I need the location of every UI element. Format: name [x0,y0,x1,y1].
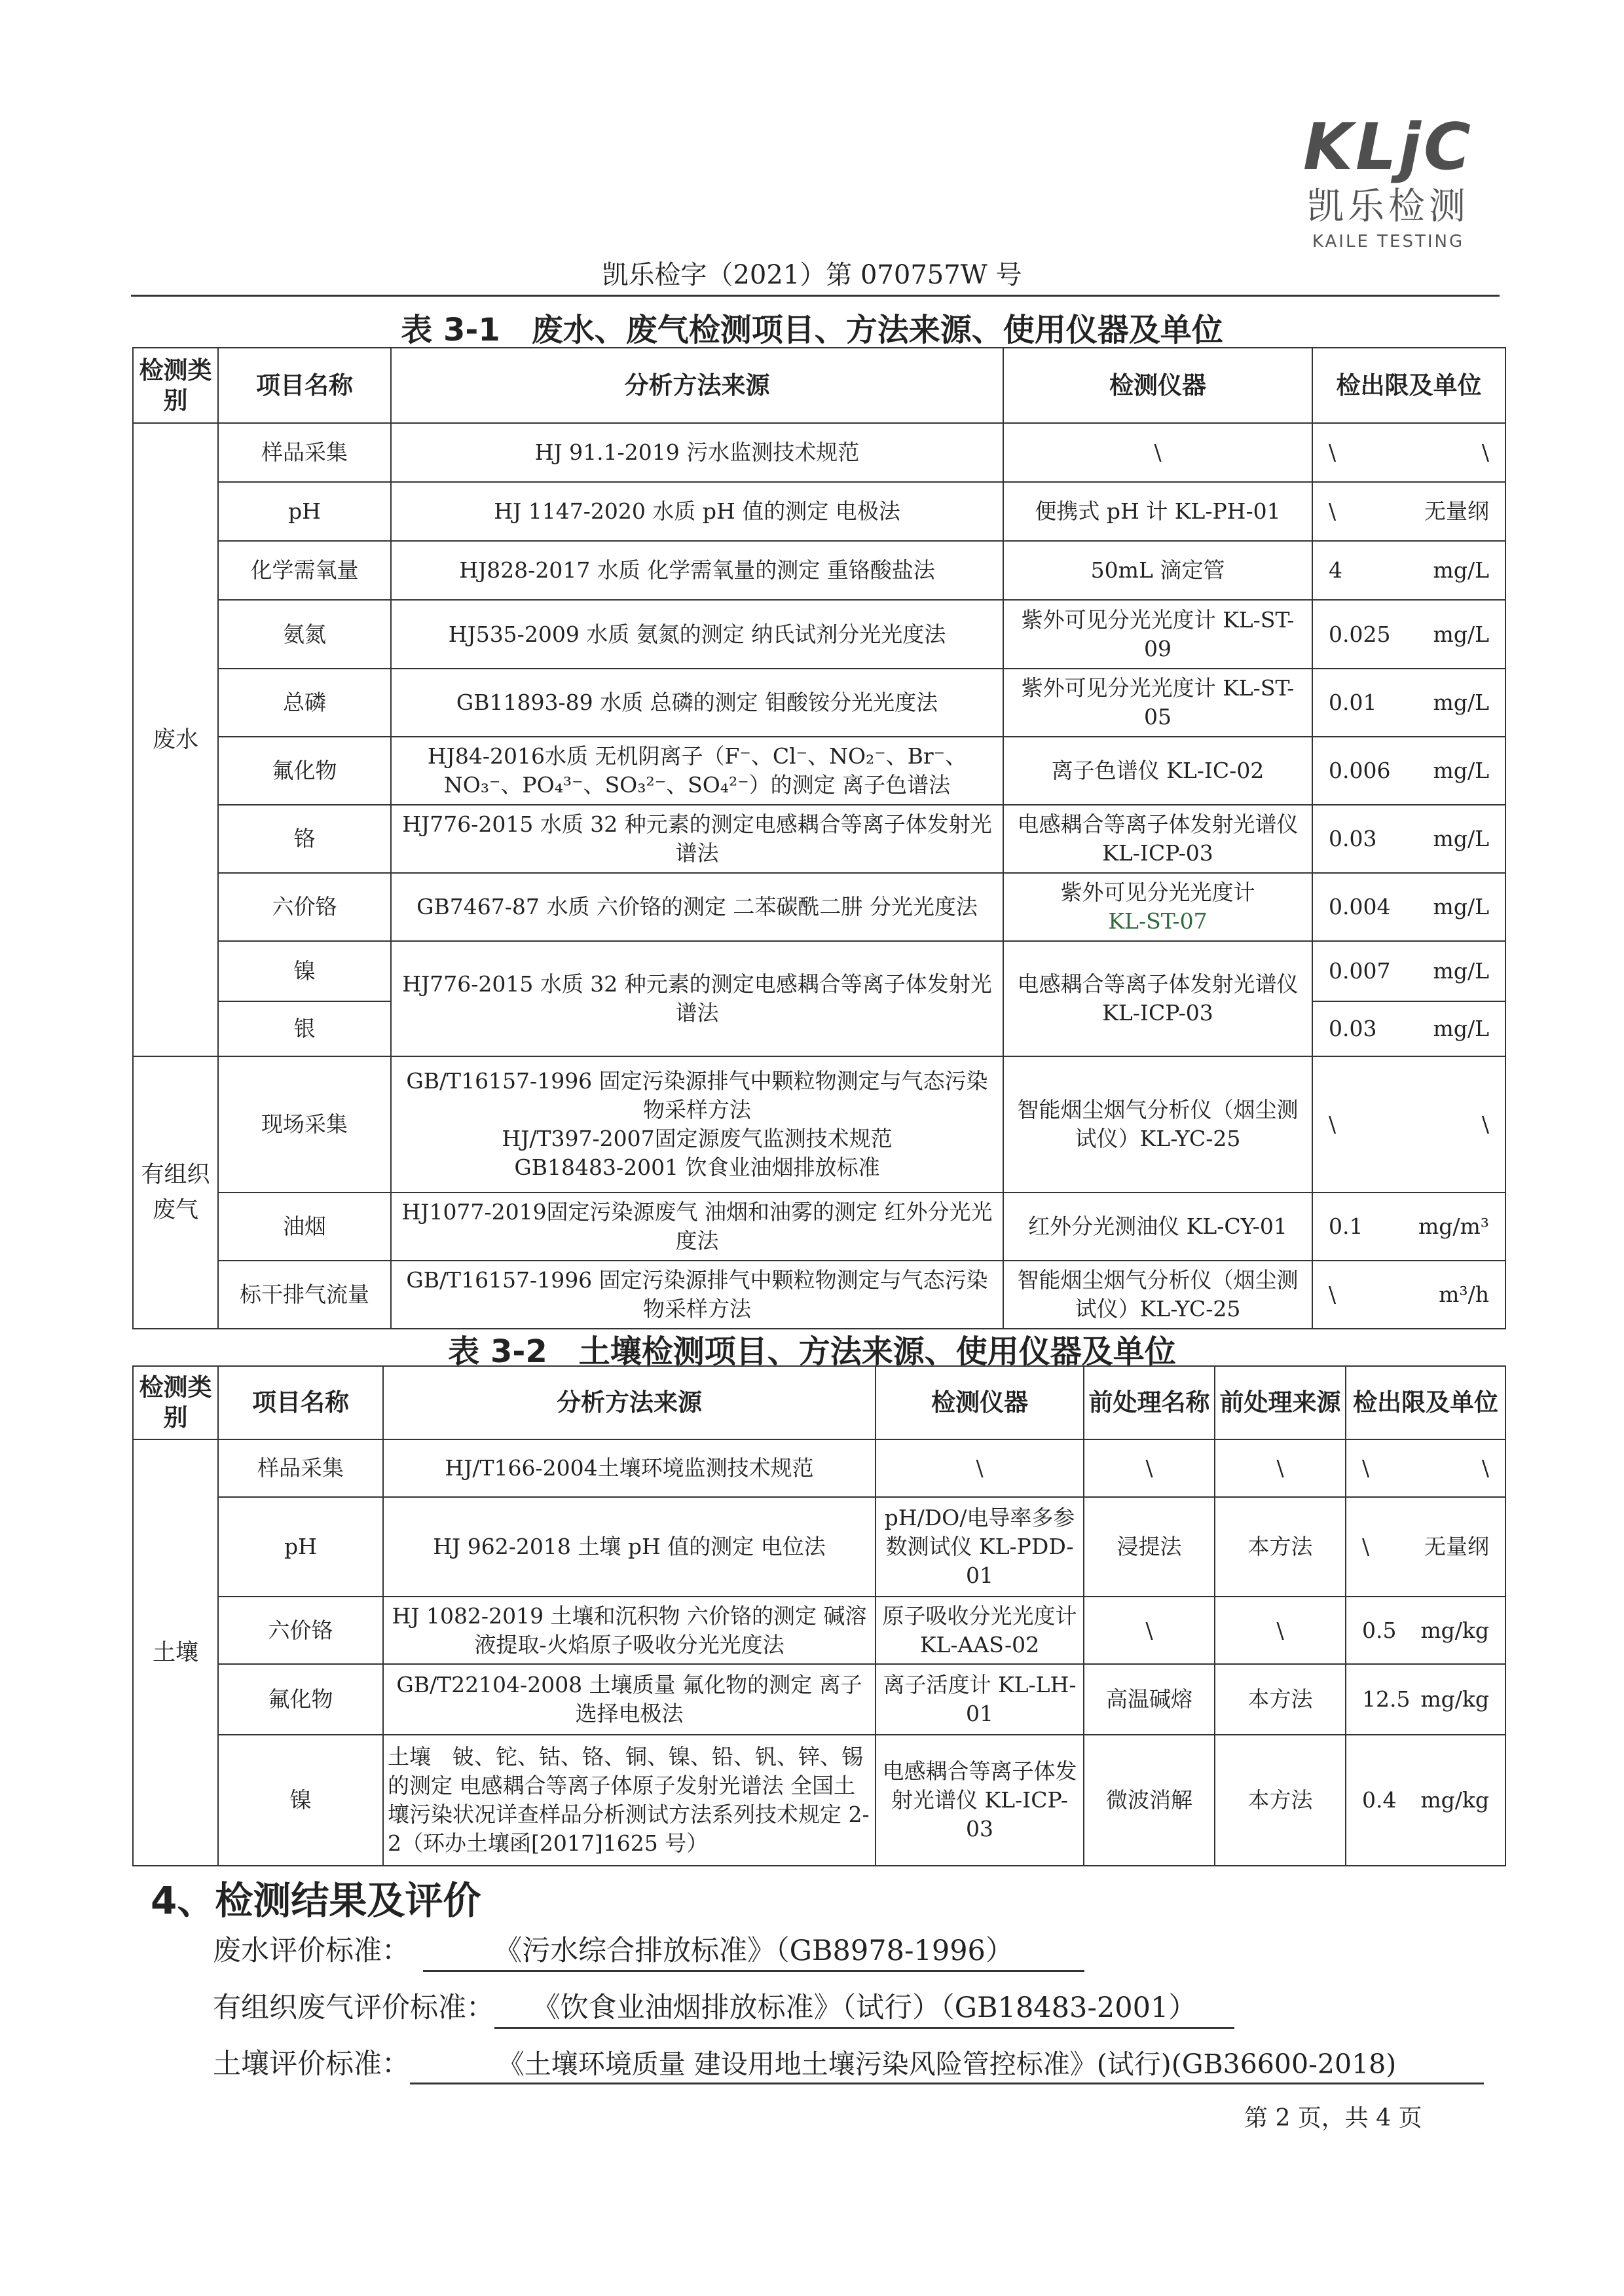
t2-method: HJ 1082-2019 土壤和沉积物 六价铬的测定 碱溶液提取-火焰原子吸收分光光度法 [383,1597,876,1664]
t1-instrument: 紫外可见分光光度计 KL-ST-09 [1003,600,1312,669]
t1-header-limit: 检出限及单位 [1312,348,1505,423]
eval-value: 《饮食业油烟排放标准》（试行）（GB18483-2001） [494,1986,1234,2029]
t1-instrument: 智能烟尘烟气分析仪（烟尘测试仪）KL-YC-25 [1003,1261,1312,1329]
t2-limit: \ \ [1346,1439,1505,1497]
t1-limit: 4 mg/L [1312,541,1505,600]
eval-label: 土壤评价标准： [213,2048,410,2081]
t2-header-limit: 检出限及单位 [1346,1366,1505,1439]
t2-instrument: pH/DO/电导率多参数测试仪 KL-PDD-01 [876,1497,1084,1597]
t2-pre-source: 本方法 [1215,1664,1346,1735]
t1-limit: 0.03 mg/L [1312,1001,1505,1056]
t2-instrument: 离子活度计 KL-LH-01 [876,1664,1084,1735]
eval-wastewater [213,1929,1084,1972]
t1-method: HJ776-2015 水质 32 种元素的测定电感耦合等离子体发射光谱法 [391,805,1003,873]
t1-limit: \ \ [1312,423,1505,482]
t2-header-method: 分析方法来源 [383,1366,876,1439]
t1-instrument: 红外分光测油仪 KL-CY-01 [1003,1193,1312,1261]
eval-soil [213,2042,1484,2084]
t1-limit: 0.025 mg/L [1312,600,1505,669]
table2-title: 表 3-2 土壤检测项目、方法来源、使用仪器及单位 [448,1333,1176,1370]
t2-item: 氟化物 [218,1664,383,1735]
eval-label: 有组织废气评价标准： [213,1991,494,2024]
t1-category-gas: 有组织废气 [133,1056,218,1329]
t1-method: HJ828-2017 水质 化学需氧量的测定 重铬酸盐法 [391,541,1003,600]
t1-item: 氟化物 [218,737,391,805]
logo-name-en: KAILE TESTING [1312,232,1465,251]
t1-category-water: 废水 [133,423,218,1056]
company-logo [1283,111,1493,253]
t2-pre-source: \ [1215,1597,1346,1664]
t2-pre-name: \ [1084,1597,1215,1664]
t1-item: 铬 [218,805,391,873]
table-row [133,1193,1505,1261]
t2-method: HJ/T166-2004土壤环境监测技术规范 [383,1439,876,1497]
t1-instrument: 智能烟尘烟气分析仪（烟尘测试仪）KL-YC-25 [1003,1056,1312,1193]
t1-item: 油烟 [218,1193,391,1261]
table-row [133,600,1505,669]
t1-limit: \ \ [1312,1056,1505,1193]
table-row [133,541,1505,600]
eval-value: 《土壤环境质量 建设用地土壤污染风险管控标准》(试行)(GB36600-2018) [410,2043,1484,2084]
table-row [133,737,1505,805]
t1-method: HJ 91.1-2019 污水监测技术规范 [391,423,1003,482]
header-divider [131,295,1500,297]
table-row [133,941,1505,1001]
t2-instrument: 原子吸收分光光度计 KL-AAS-02 [876,1597,1084,1664]
table-row [133,873,1505,941]
logo-mark: KLjC [1303,110,1473,185]
t1-method: GB/T16157-1996 固定污染源排气中颗粒物测定与气态污染物采样方法 [391,1261,1003,1329]
t1-limit: 0.006 mg/L [1312,737,1505,805]
t1-method: HJ776-2015 水质 32 种元素的测定电感耦合等离子体发射光谱法 [391,941,1003,1056]
t1-instrument: 电感耦合等离子体发射光谱仪 KL-ICP-03 [1003,941,1312,1056]
t1-limit: 0.007 mg/L [1312,941,1505,1001]
t2-pre-source: 本方法 [1215,1497,1346,1597]
t2-item: 样品采集 [218,1439,383,1497]
t2-item: 六价铬 [218,1597,383,1664]
t1-limit: 0.03 mg/L [1312,805,1505,873]
table-row [133,805,1505,873]
t2-pre-name: 高温碱熔 [1084,1664,1215,1735]
t1-method: HJ1077-2019固定污染源废气 油烟和油雾的测定 红外分光光度法 [391,1193,1003,1261]
t2-header-pre-name: 前处理名称 [1084,1366,1215,1439]
t1-limit: \ m³/h [1312,1261,1505,1329]
t2-header-instrument: 检测仪器 [876,1366,1084,1439]
t1-item: 银 [218,1001,391,1056]
t2-limit: 0.5 mg/kg [1346,1597,1505,1664]
t2-instrument: \ [876,1439,1084,1497]
table-row [133,1597,1505,1664]
t1-item: 总磷 [218,669,391,737]
logo-name-cn: 凯乐检测 [1307,185,1469,228]
t1-item: 现场采集 [218,1056,391,1193]
t2-pre-name: \ [1084,1439,1215,1497]
t1-limit: 0.004 mg/L [1312,873,1505,941]
t1-item: 氨氮 [218,600,391,669]
t2-pre-name: 浸提法 [1084,1497,1215,1597]
t1-item: 标干排气流量 [218,1261,391,1329]
t1-header-item: 项目名称 [218,348,391,423]
t2-instrument: 电感耦合等离子体发射光谱仪 KL-ICP-03 [876,1735,1084,1866]
t2-limit: \ 无量纲 [1346,1497,1505,1597]
t1-item: 镍 [218,941,391,1001]
t1-instrument: 便携式 pH 计 KL-PH-01 [1003,482,1312,541]
table-row [133,1735,1505,1866]
page-number: 第 2 页，共 4 页 [1244,2105,1422,2132]
t1-instrument: 50mL 滴定管 [1003,541,1312,600]
table-row [133,1664,1505,1735]
t1-header-instrument: 检测仪器 [1003,348,1312,423]
t1-instrument: \ [1003,423,1312,482]
t1-instrument: 紫外可见分光光度计 KL-ST-05 [1003,669,1312,737]
t2-item: 镍 [218,1735,383,1866]
t2-header-item: 项目名称 [218,1366,383,1439]
table-row [133,1261,1505,1329]
t2-method: 土壤 铍、铊、钴、铬、铜、镍、铅、钒、锌、锡的测定 电感耦合等离子体原子发射光谱法 全国土壤污染状况详查样品分析测试方法系列技术规定 2-2（环办土壤函[2017]1625 号） [383,1735,876,1866]
t1-instrument: 紫外可见分光光度计 KL-ST-07 [1003,873,1312,941]
t1-instrument: 电感耦合等离子体发射光谱仪 KL-ICP-03 [1003,805,1312,873]
t1-item: 样品采集 [218,423,391,482]
t1-method: HJ84-2016水质 无机阴离子（F⁻、Cl⁻、NO₂⁻、Br⁻、NO₃⁻、PO₄³⁻、SO₃²⁻、SO₄²⁻）的测定 离子色谱法 [391,737,1003,805]
table-row [133,423,1505,482]
table2 [132,1365,1506,1866]
t2-method: GB/T22104-2008 土壤质量 氟化物的测定 离子选择电极法 [383,1664,876,1735]
t1-method: HJ535-2009 水质 氨氮的测定 纳氏试剂分光光度法 [391,600,1003,669]
t1-limit: \ 无量纲 [1312,482,1505,541]
t2-method: HJ 962-2018 土壤 pH 值的测定 电位法 [383,1497,876,1597]
t1-item: 化学需氧量 [218,541,391,600]
t2-category-soil: 土壤 [133,1439,218,1866]
t2-pre-source: 本方法 [1215,1735,1346,1866]
t2-item: pH [218,1497,383,1597]
table1 [132,347,1506,1329]
t1-method: GB/T16157-1996 固定污染源排气中颗粒物测定与气态污染物采样方法 HJ/T397-2007固定源废气监测技术规范 GB18483-2001 饮食业油烟排放标准 [391,1056,1003,1193]
table-row [133,1439,1505,1497]
t2-pre-name: 微波消解 [1084,1735,1215,1866]
t1-limit: 0.01 mg/L [1312,669,1505,737]
table-row [133,1497,1505,1597]
t2-header-pre-source: 前处理来源 [1215,1366,1346,1439]
section4-title: 4、检测结果及评价 [151,1878,481,1923]
table-row [133,669,1505,737]
t1-method: GB11893-89 水质 总磷的测定 钼酸铵分光光度法 [391,669,1003,737]
t1-instrument: 离子色谱仪 KL-IC-02 [1003,737,1312,805]
t2-pre-source: \ [1215,1439,1346,1497]
table1-title: 表 3-1 废水、废气检测项目、方法来源、使用仪器及单位 [401,312,1223,348]
t1-item: 六价铬 [218,873,391,941]
t2-limit: 12.5 mg/kg [1346,1664,1505,1735]
table-row [133,482,1505,541]
t1-header-method: 分析方法来源 [391,348,1003,423]
report-number: 凯乐检字（2021）第 070757W 号 [602,260,1022,290]
t1-item: pH [218,482,391,541]
t1-method: GB7467-87 水质 六价铬的测定 二苯碳酰二肼 分光光度法 [391,873,1003,941]
eval-label: 废水评价标准： [213,1935,410,1967]
t2-limit: 0.4 mg/kg [1346,1735,1505,1866]
eval-exhaust-gas [213,1986,1234,2029]
t2-header-category: 检测类别 [133,1366,218,1439]
t1-header-category: 检测类别 [133,348,218,423]
t1-limit: 0.1 mg/m³ [1312,1193,1505,1261]
t1-method: HJ 1147-2020 水质 pH 值的测定 电极法 [391,482,1003,541]
eval-value: 《污水综合排放标准》（GB8978-1996） [423,1929,1084,1972]
table-row [133,1056,1505,1193]
